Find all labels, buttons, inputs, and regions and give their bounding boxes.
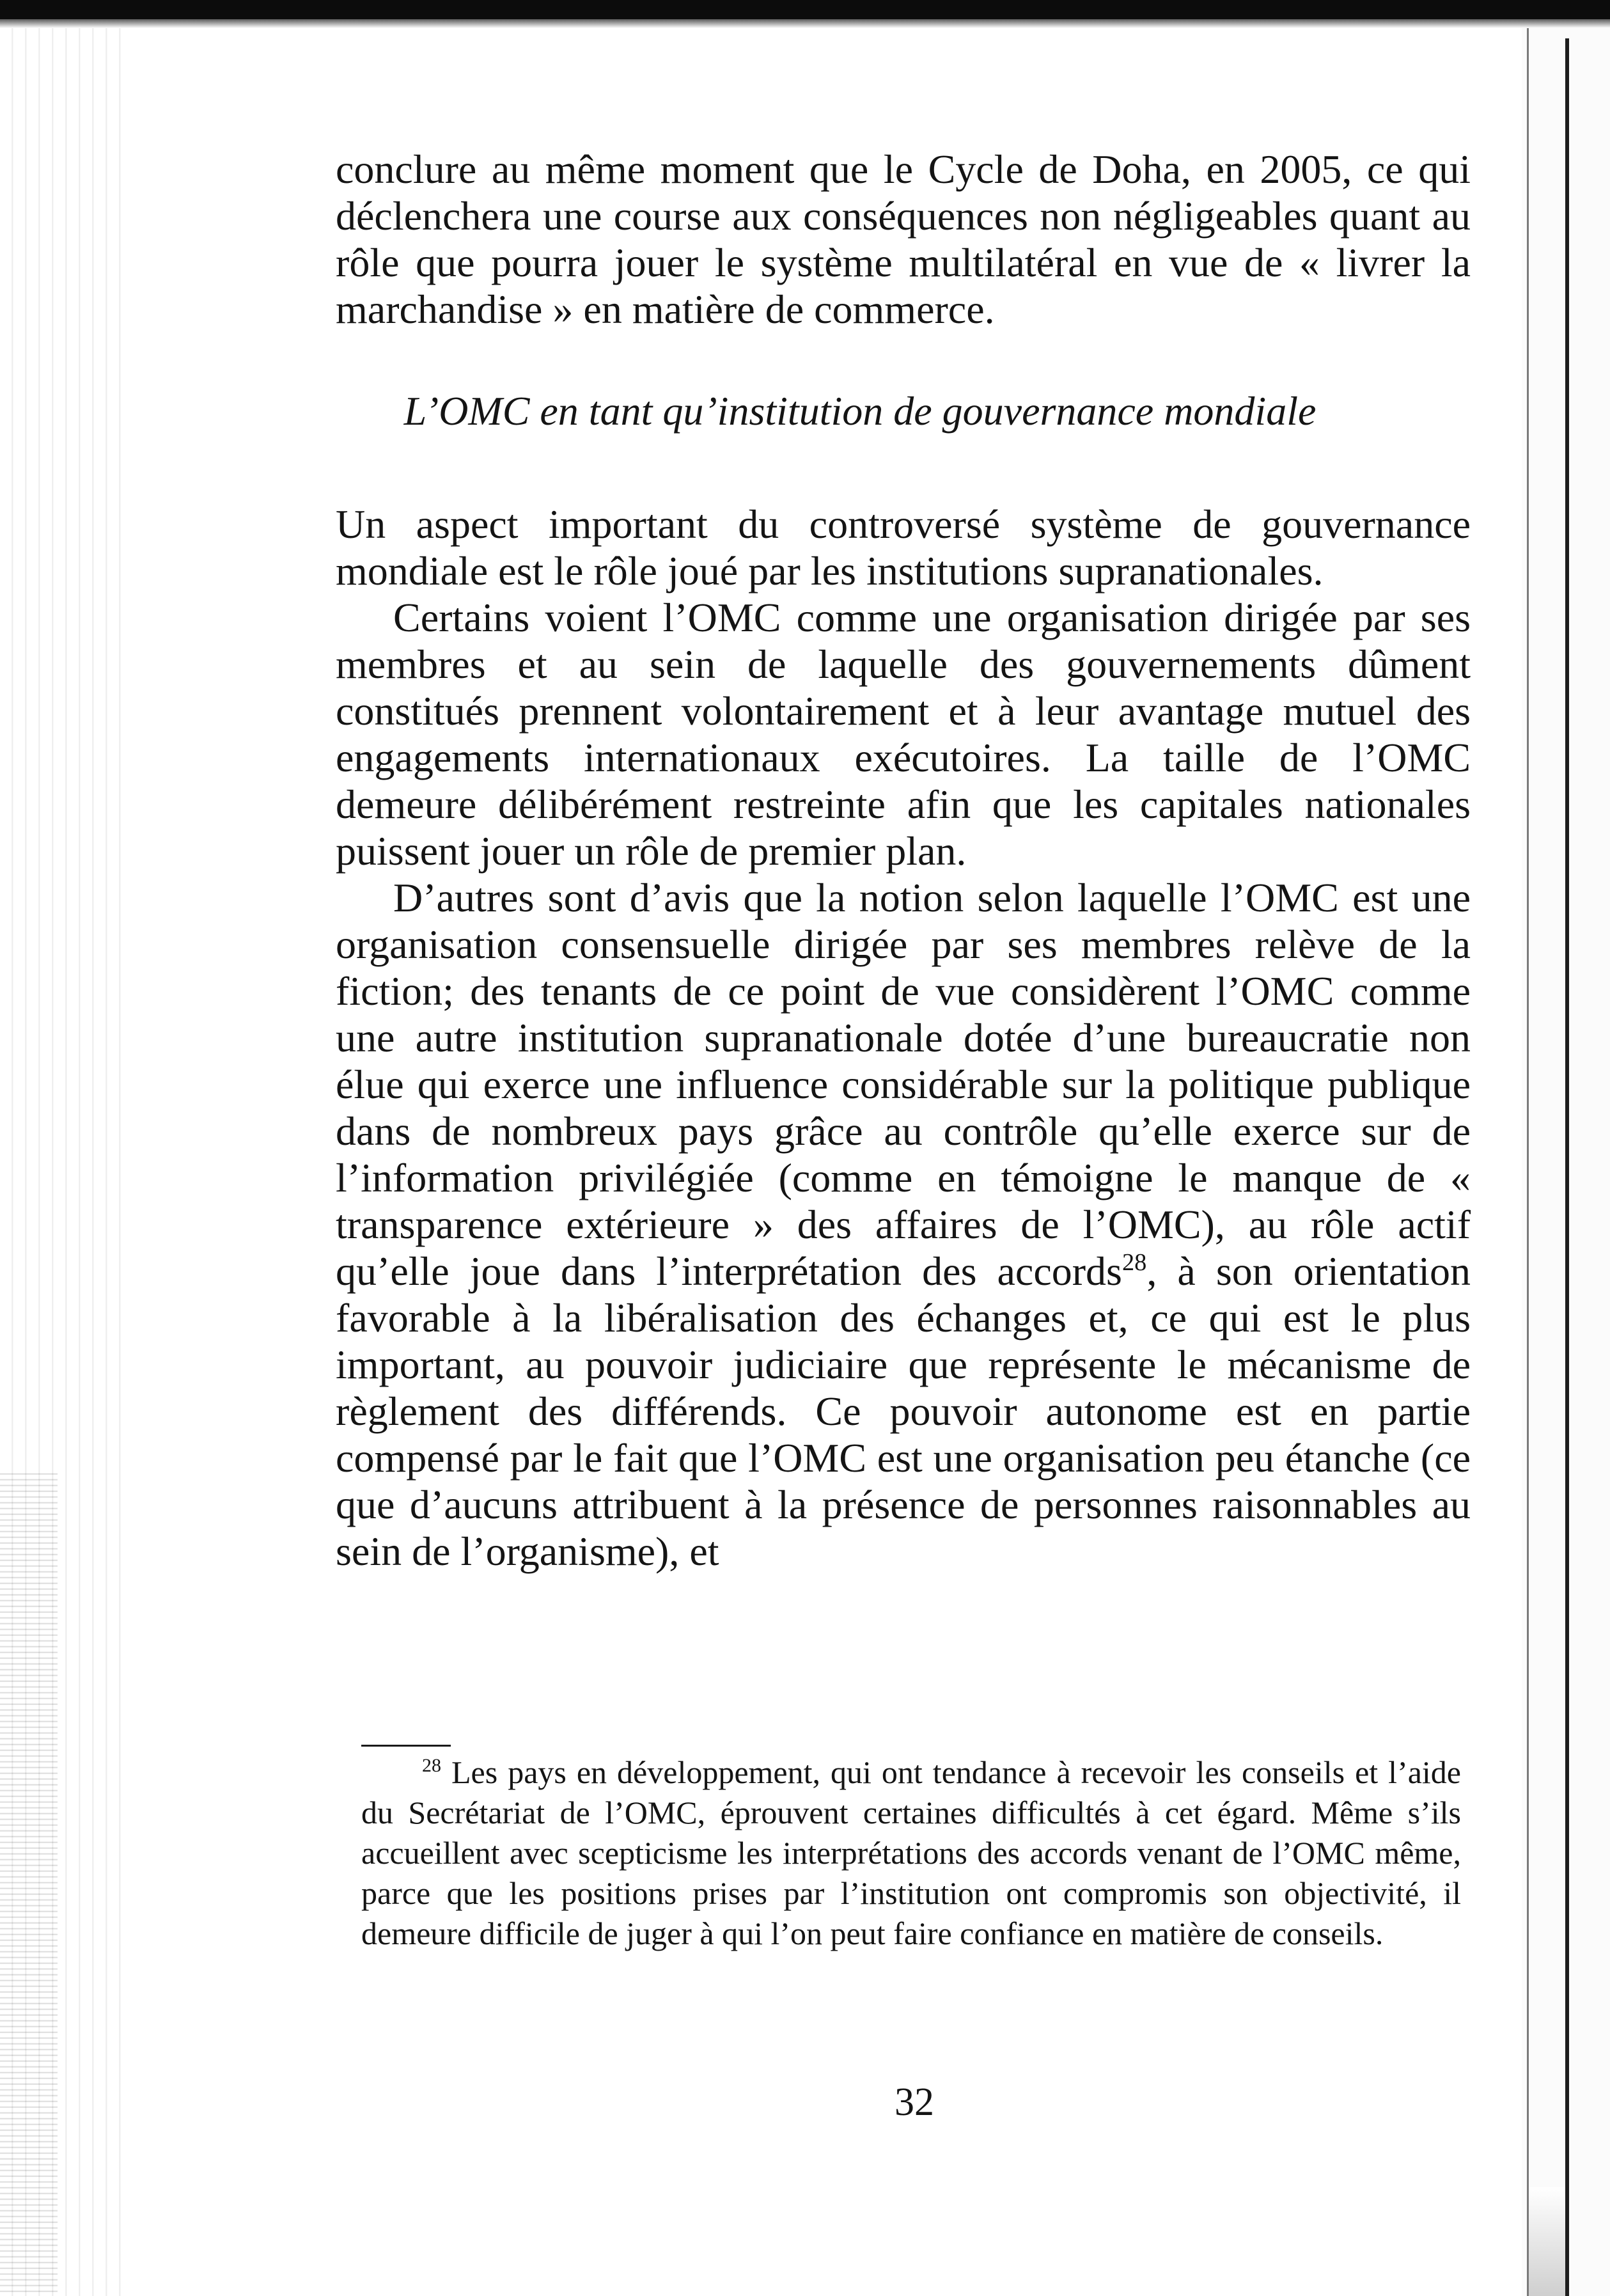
footnote-number: 28 xyxy=(422,1755,441,1776)
scan-left-speckle xyxy=(0,1471,58,2296)
paragraph-3 xyxy=(336,874,1471,1575)
paragraph-3-text-a: D’autres sont d’avis que la notion selon laquelle l’OMC est une organisation consensuelle dirigée par ses membres relève de la fiction; des tenants de ce point de vue considèrent l’OMC comme une autre institution supranationale dotée d’une bureaucratie non élue qui exerce une influence considérable sur la politique publique dans de nombreux pays grâce au contrôle qu’elle exerce sur de l’information privilégiée (comme en témoigne le manque de « transparence extérieure » des affaires de l’OMC), au rôle actif qu’elle joue dans l’interprétation des accords xyxy=(336,875,1471,1294)
footnote-reference: 28 xyxy=(1122,1248,1147,1276)
scan-right-bottom-shadow xyxy=(1529,2187,1565,2296)
paragraph-1: Un aspect important du controversé système de gouvernance mondiale est le rôle joué par les institutions supranationales. xyxy=(336,501,1471,594)
scan-top-shadow xyxy=(0,19,1610,28)
paragraph-2: Certains voient l’OMC comme une organisation dirigée par ses membres et au sein de laquelle des gouvernements dûment constitués prennent volontairement et à leur avantage mutuel des engagements internationaux exécutoires. La taille de l’OMC demeure délibérément restreinte afin que les capitales nationales puissent jouer un rôle de premier plan. xyxy=(336,595,1471,874)
body-text xyxy=(336,501,1471,1575)
footnote-separator xyxy=(361,1745,451,1747)
footnote-text: Les pays en développement, qui ont tendance à recevoir les conseils et l’aide du Secrétariat de l’OMC, éprouvent certaines difficultés à cet égard. Même s’ils accueillent avec scepticisme les interprétations des accords venant de l’OMC même, parce que les positions prises par l’institution ont compromis son objectivité, il demeure difficile de juger à qui l’on peut faire confiance en matière de conseils. xyxy=(361,1754,1461,1951)
paragraph-3-text-b: , à son orientation favorable à la libéralisation des échanges et, ce qui est le plus important, au pouvoir judiciaire que représente le mécanisme de règlement des différends. Ce pouvoir autonome est en partie compensé par le fait que l’OMC est une organisation peu étanche (ce que d’aucuns attribuent à la présence de personnes raisonnables au sein de l’organisme), et xyxy=(336,1248,1471,1574)
scan-right-binding-line xyxy=(1565,38,1569,2296)
scan-right-border-line xyxy=(1527,28,1529,2296)
opening-paragraph-block xyxy=(336,146,1471,333)
opening-paragraph: conclure au même moment que le Cycle de Doha, en 2005, ce qui déclenchera une course aux conséquences non négligeables quant au rôle que pourra jouer le système multilatéral en vue de « livrer la marchandise » en matière de commerce. xyxy=(336,146,1471,332)
section-heading: L’OMC en tant qu’institution de gouvernance mondiale xyxy=(403,388,1317,434)
page-number: 32 xyxy=(895,2080,934,2124)
scan-top-edge xyxy=(0,0,1610,19)
footnote xyxy=(361,1752,1461,1954)
